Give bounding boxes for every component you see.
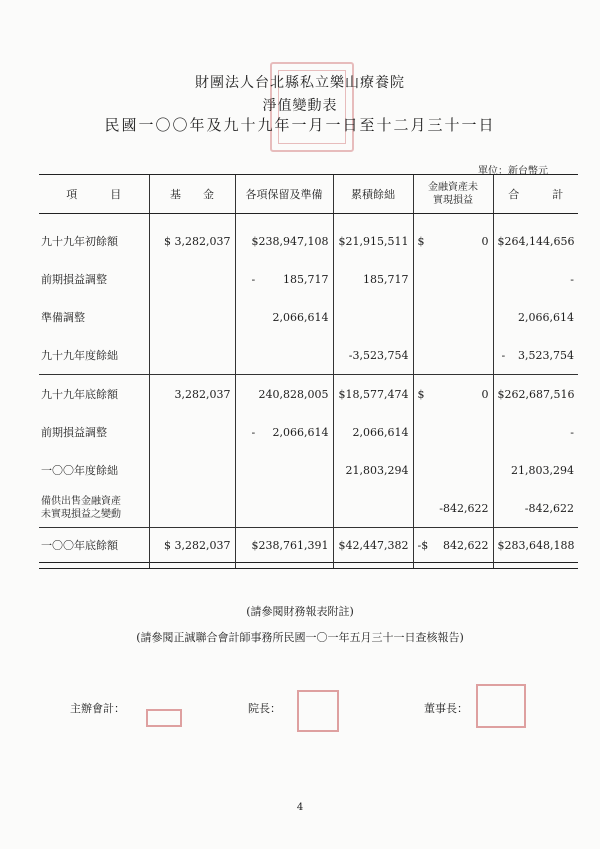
row-item: 一〇〇年底餘額: [39, 528, 149, 563]
row-item: 九十九年初餘額: [41, 235, 118, 248]
row-unrealized: [413, 451, 493, 489]
row-fund: [149, 260, 235, 298]
row-fund: [149, 298, 235, 336]
currency-sign: $: [417, 387, 425, 401]
accountant-stamp: [146, 709, 182, 727]
row-reserves: [235, 260, 333, 298]
row-item: 一〇〇年度餘絀: [41, 464, 118, 477]
col-header-item: 項 目: [39, 175, 149, 214]
minus-sign: -: [251, 425, 256, 439]
row-item-line1: 備供出售金融資產: [41, 496, 121, 507]
col-header-accumulated: 累積餘絀: [333, 175, 413, 214]
audit-report-reference: (請參閱正誠聯合會計師事務所民國一〇一年五月三十一日查核報告): [136, 631, 464, 644]
chairman-label: 董事長：: [424, 702, 468, 715]
row-accumulated: 2,066,614: [333, 413, 413, 451]
col-header-unrealized-line1: 金融資產未: [428, 182, 478, 193]
currency-sign: -$: [417, 538, 429, 552]
table-row: [39, 336, 578, 375]
table-row: [39, 375, 578, 414]
row-reserves: $238,947,108: [235, 222, 333, 260]
currency-unit: 單位：新台幣元: [478, 166, 548, 177]
row-item-line2: 未實現損益之變動: [41, 509, 121, 520]
total-value: 3,523,754: [518, 348, 574, 362]
unrealized-value: 0: [481, 387, 489, 401]
unrealized-value: 0: [481, 234, 489, 248]
organization-name: 財團法人台北縣私立樂山療養院: [195, 75, 405, 91]
spacer-row: [39, 214, 578, 223]
table-header-row: [39, 175, 578, 214]
row-accumulated: $42,447,382: [333, 528, 413, 563]
row-unrealized: [413, 528, 493, 563]
unrealized-value: 842,622: [443, 538, 489, 552]
row-fund: [149, 336, 235, 375]
row-fund: [149, 451, 235, 489]
row-reserves: 240,828,005: [235, 375, 333, 414]
table-row: [39, 528, 578, 563]
row-reserves: 2,066,614: [235, 298, 333, 336]
row-unrealized: [413, 375, 493, 414]
col-header-unrealized: [413, 175, 493, 214]
equity-changes-table: [39, 174, 578, 569]
table-row: [39, 451, 578, 489]
row-accumulated: [333, 298, 413, 336]
row-item: 九十九年度餘絀: [41, 349, 118, 362]
row-total: -: [493, 413, 578, 451]
row-unrealized: [413, 489, 493, 528]
row-unrealized: [413, 260, 493, 298]
row-unrealized: [413, 298, 493, 336]
row-reserves: [235, 413, 333, 451]
row-unrealized: [413, 336, 493, 375]
table-row: [39, 260, 578, 298]
row-unrealized: [413, 413, 493, 451]
row-accumulated: [333, 489, 413, 528]
table-row: [39, 222, 578, 260]
row-total: $262,687,516: [493, 375, 578, 414]
reserves-value: 185,717: [283, 272, 329, 286]
table-row: [39, 413, 578, 451]
row-accumulated: $21,915,511: [333, 222, 413, 260]
notes-reference: (請參閱財務報表附註): [246, 605, 354, 618]
row-fund: [149, 489, 235, 528]
row-unrealized: [413, 222, 493, 260]
unrealized-value: -842,622: [439, 501, 489, 515]
row-item: 九十九年底餘額: [39, 375, 149, 414]
row-accumulated: 185,717: [333, 260, 413, 298]
row-accumulated: -3,523,754: [333, 336, 413, 375]
col-header-fund: 基 金: [149, 175, 235, 214]
director-label: 院長：: [248, 702, 281, 715]
row-fund: 3,282,037: [149, 375, 235, 414]
col-header-total: 合 計: [493, 175, 578, 214]
row-reserves: $238,761,391: [235, 528, 333, 563]
row-total: 21,803,294: [493, 451, 578, 489]
director-seal: [297, 690, 339, 732]
row-item: 前期損益調整: [41, 273, 107, 286]
double-rule-row: [39, 563, 578, 569]
row-reserves: [235, 336, 333, 375]
currency-sign: $: [417, 234, 425, 248]
col-header-reserves: 各項保留及準備: [235, 175, 333, 214]
row-fund: $ 3,282,037: [149, 222, 235, 260]
accountant-label: 主辦會計：: [70, 702, 125, 715]
reserves-value: 2,066,614: [272, 425, 329, 439]
row-accumulated: $18,577,474: [333, 375, 413, 414]
row-item: [39, 489, 149, 528]
statement-title: 淨值變動表: [262, 98, 338, 114]
chairman-seal: [476, 684, 526, 728]
row-total: -: [493, 260, 578, 298]
row-reserves: [235, 489, 333, 528]
minus-sign: -: [501, 348, 506, 362]
row-fund: $ 3,282,037: [149, 528, 235, 563]
row-item: 準備調整: [41, 311, 85, 324]
row-reserves: [235, 451, 333, 489]
row-total: $283,648,188: [493, 528, 578, 563]
page-number: 4: [296, 802, 304, 813]
row-total: [493, 336, 578, 375]
row-total: -842,622: [493, 489, 578, 528]
table-row: [39, 489, 578, 528]
row-total: 2,066,614: [493, 298, 578, 336]
col-header-unrealized-line2: 實現損益: [433, 195, 473, 206]
statement-period: 民國一〇〇年及九十九年一月一日至十二月三十一日: [104, 116, 496, 134]
row-total: $264,144,656: [493, 222, 578, 260]
row-item: 前期損益調整: [41, 426, 107, 439]
minus-sign: -: [251, 272, 256, 286]
table-row: [39, 298, 578, 336]
row-fund: [149, 413, 235, 451]
row-accumulated: 21,803,294: [333, 451, 413, 489]
